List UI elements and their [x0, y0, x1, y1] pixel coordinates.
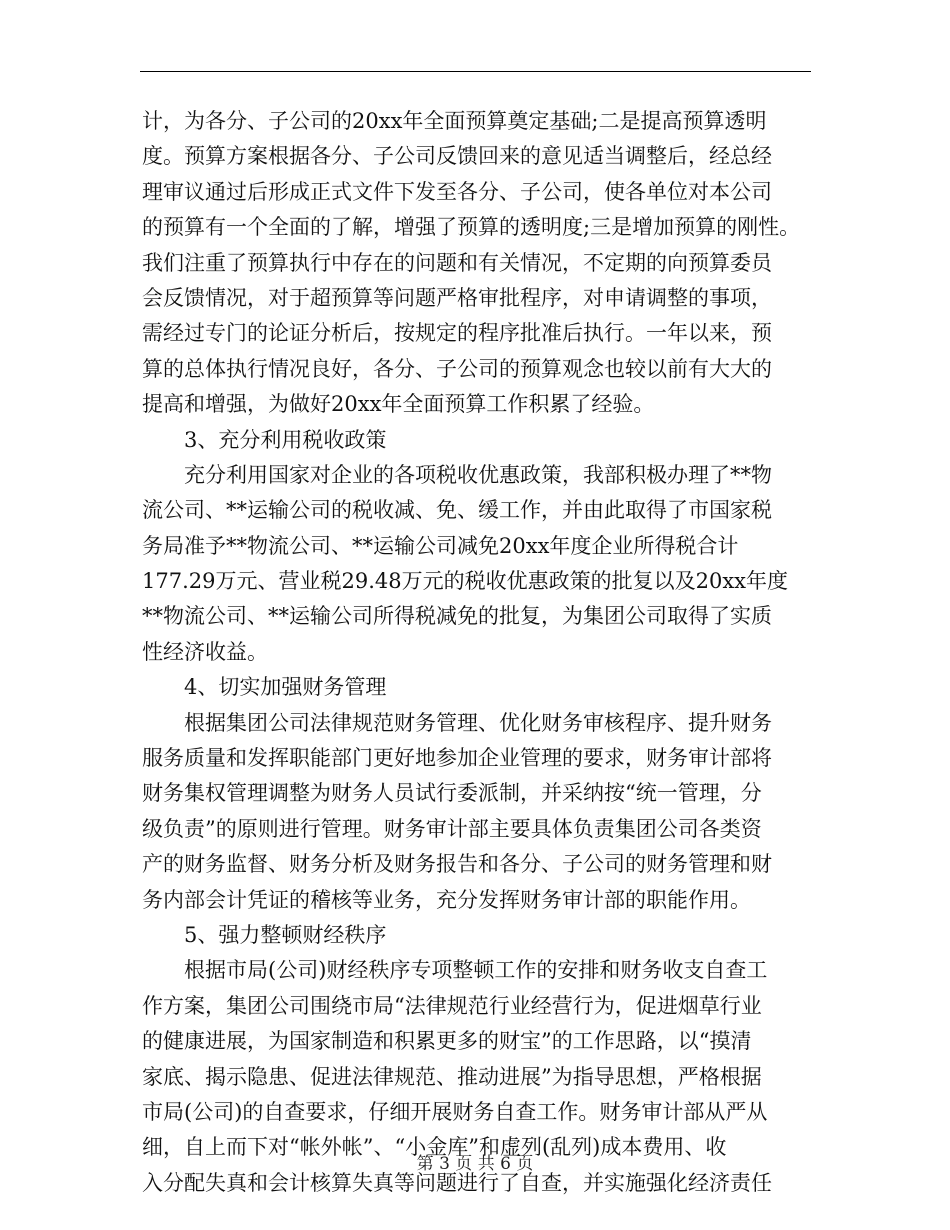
- text-line: 我们注重了预算执行中存在的问题和有关情况，不定期的向预算委员: [142, 250, 772, 275]
- header-rule: [140, 71, 811, 72]
- text-line: 入分配失真和会计核算失真等问题进行了自查，并实施强化经济责任: [142, 1170, 772, 1195]
- text-line: 177.29万元、营业税29.48万元的税收优惠政策的批复以及20xx年度: [142, 569, 789, 594]
- text-line: 市局(公司)的自查要求，仔细开展财务自查工作。财务审计部从严从: [142, 1099, 768, 1124]
- text-line: 财务集权管理调整为财务人员试行委派制，并采纳按“统一管理，分: [142, 781, 762, 806]
- text-line: 度。预算方案根据各分、子公司反馈回来的意见适当调整后，经总经: [142, 144, 772, 169]
- text-line: 产的财务监督、财务分析及财务报告和各分、子公司的财务管理和财: [142, 852, 772, 877]
- text-line: **物流公司、**运输公司所得税减免的批复，为集团公司取得了实质: [142, 604, 772, 629]
- text-line: 根据集团公司法律规范财务管理、优化财务审核程序、提升财务: [184, 710, 772, 735]
- text-line: 4、切实加强财务管理: [184, 675, 387, 700]
- text-line: 5、强力整顿财经秩序: [184, 922, 387, 947]
- text-line: 根据市局(公司)财经秩序专项整顿工作的安排和财务收支自查工: [184, 958, 768, 983]
- text-line: 务内部会计凭证的稽核等业务，充分发挥财务审计部的职能作用。: [142, 887, 751, 912]
- text-line: 性经济收益。: [142, 639, 268, 664]
- text-line: 家底、揭示隐患、促进法律规范、推动进展”为指导思想，严格根据: [142, 1064, 762, 1089]
- text-line: 会反馈情况，对于超预算等问题严格审批程序，对申请调整的事项，: [142, 285, 772, 310]
- text-line: 提高和增强，为做好20xx年全面预算工作积累了经验。: [142, 392, 655, 417]
- text-line: 服务质量和发挥职能部门更好地参加企业管理的要求，财务审计部将: [142, 746, 772, 771]
- text-line: 作方案，集团公司围绕市局“法律规范行业经营行为，促进烟草行业: [142, 993, 762, 1018]
- text-line: 流公司、**运输公司的税收减、免、缓工作，并由此取得了市国家税: [142, 498, 772, 523]
- text-line: 的预算有一个全面的了解，增强了预算的透明度;三是增加预算的刚性。: [142, 215, 801, 240]
- text-line: 的健康进展，为国家制造和积累更多的财宝”的工作思路，以“摸清: [142, 1029, 752, 1054]
- text-line: 计，为各分、子公司的20xx年全面预算奠定基础;二是提高预算透明: [142, 109, 767, 133]
- text-line: 需经过专门的论证分析后，按规定的程序批准后执行。一年以来，预: [142, 321, 772, 346]
- text-line: 理审议通过后形成正式文件下发至各分、子公司，使各单位对本公司: [142, 179, 772, 204]
- text-line: 算的总体执行情况良好，各分、子公司的预算观念也较以前有大大的: [142, 356, 772, 381]
- text-line: 3、充分利用税收政策: [184, 427, 387, 452]
- text-line: 务局准予**物流公司、**运输公司减免20xx年度企业所得税合计: [142, 533, 739, 558]
- page-footer: 第 3 页 共 6 页: [416, 1154, 534, 1174]
- body-text: [142, 104, 814, 1201]
- text-line: 细，自上而下对“帐外帐”、“小金库”和虚列(乱列)成本费用、收: [142, 1135, 727, 1160]
- text-line: 级负责”的原则进行管理。财务审计部主要具体负责集团公司各类资: [142, 816, 762, 841]
- text-line: 充分利用国家对企业的各项税收优惠政策，我部积极办理了**物: [184, 462, 772, 487]
